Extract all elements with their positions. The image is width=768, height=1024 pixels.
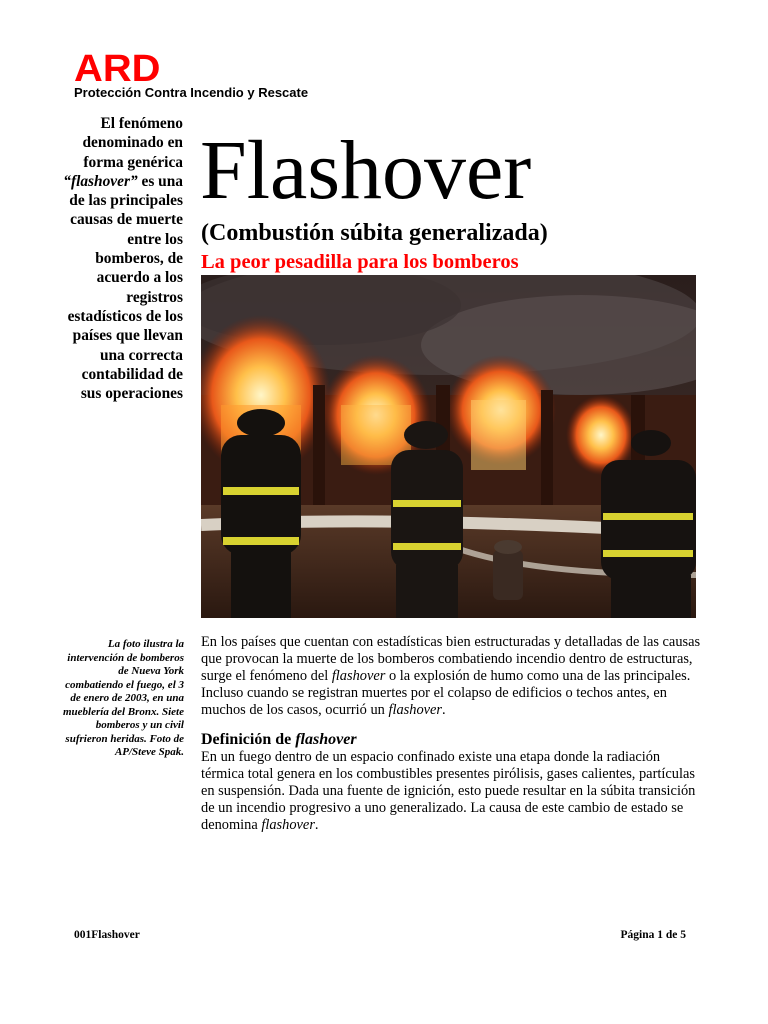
term-flashover: flashover: [331, 668, 386, 684]
heading-term: flashover: [295, 731, 357, 748]
heading-text: Definición de: [201, 731, 296, 748]
paragraph-text: .: [442, 702, 446, 718]
footer-document-id: 001Flashover: [74, 929, 140, 941]
intro-text-before: El fenómeno denominado en forma genérica: [82, 115, 183, 171]
page-title: Flashover: [200, 124, 532, 217]
organization-name: Protección Contra Incendio y Rescate: [74, 85, 309, 100]
intro-text-after: es una de las principales causas de muerte entre los bomberos, de acuerdo a los registros estadísticos de los países que llevan una correcta contabilidad de sus operaciones: [67, 172, 183, 403]
paragraph-definition: [201, 749, 701, 834]
term-flashover: flashover: [261, 817, 315, 833]
ard-logo: ARD: [74, 48, 161, 90]
term-flashover: flashover: [388, 702, 443, 718]
paragraph-text: o la explosión de humo como una de las principales. Incluso cuando se registran muertes por el colapso de edificios o techos antes, en muchos de los casos, ocurrió un: [201, 668, 691, 718]
page-subtitle: (Combustión súbita generalizada): [201, 220, 548, 246]
paragraph-text: En los países que cuentan con estadísticas bien estructuradas y detalladas de las causas que provocan la muerte de los bomberos combatiendo incendio dentro de estructuras, surge el fenómeno del: [201, 634, 701, 684]
paragraph-text: .: [314, 817, 319, 833]
paragraph-text: En un fuego dentro de un espacio confinado existe una etapa donde la radiación térmica total genera en los combustibles presentes pirólisis, gases calientes, partículas en suspensión. Dada una fuente de ignición, esto puede resultar en la súbita transición de un incendio progresivo a uno generalizado. La causa de este cambio de estado se denomina: [201, 749, 696, 833]
sidebar-intro: [60, 114, 183, 403]
intro-term: “flashover”: [63, 172, 138, 190]
page-tagline: La peor pesadilla para los bomberos: [201, 251, 519, 273]
firefighters-photo: [201, 275, 696, 618]
photo-caption: La foto ilustra la intervención de bomberos de Nueva York combatiendo el fuego, el 3 de enero de 2003, en una mueblería del Bronx. Siete bomberos y un civil sufrieron heridas. Foto de AP/Steve Spak.: [63, 638, 184, 758]
footer-page-number: Página 1 de 5: [620, 929, 686, 941]
section-heading: [201, 731, 701, 749]
article-body: [201, 634, 701, 834]
paragraph-intro: [201, 634, 701, 719]
